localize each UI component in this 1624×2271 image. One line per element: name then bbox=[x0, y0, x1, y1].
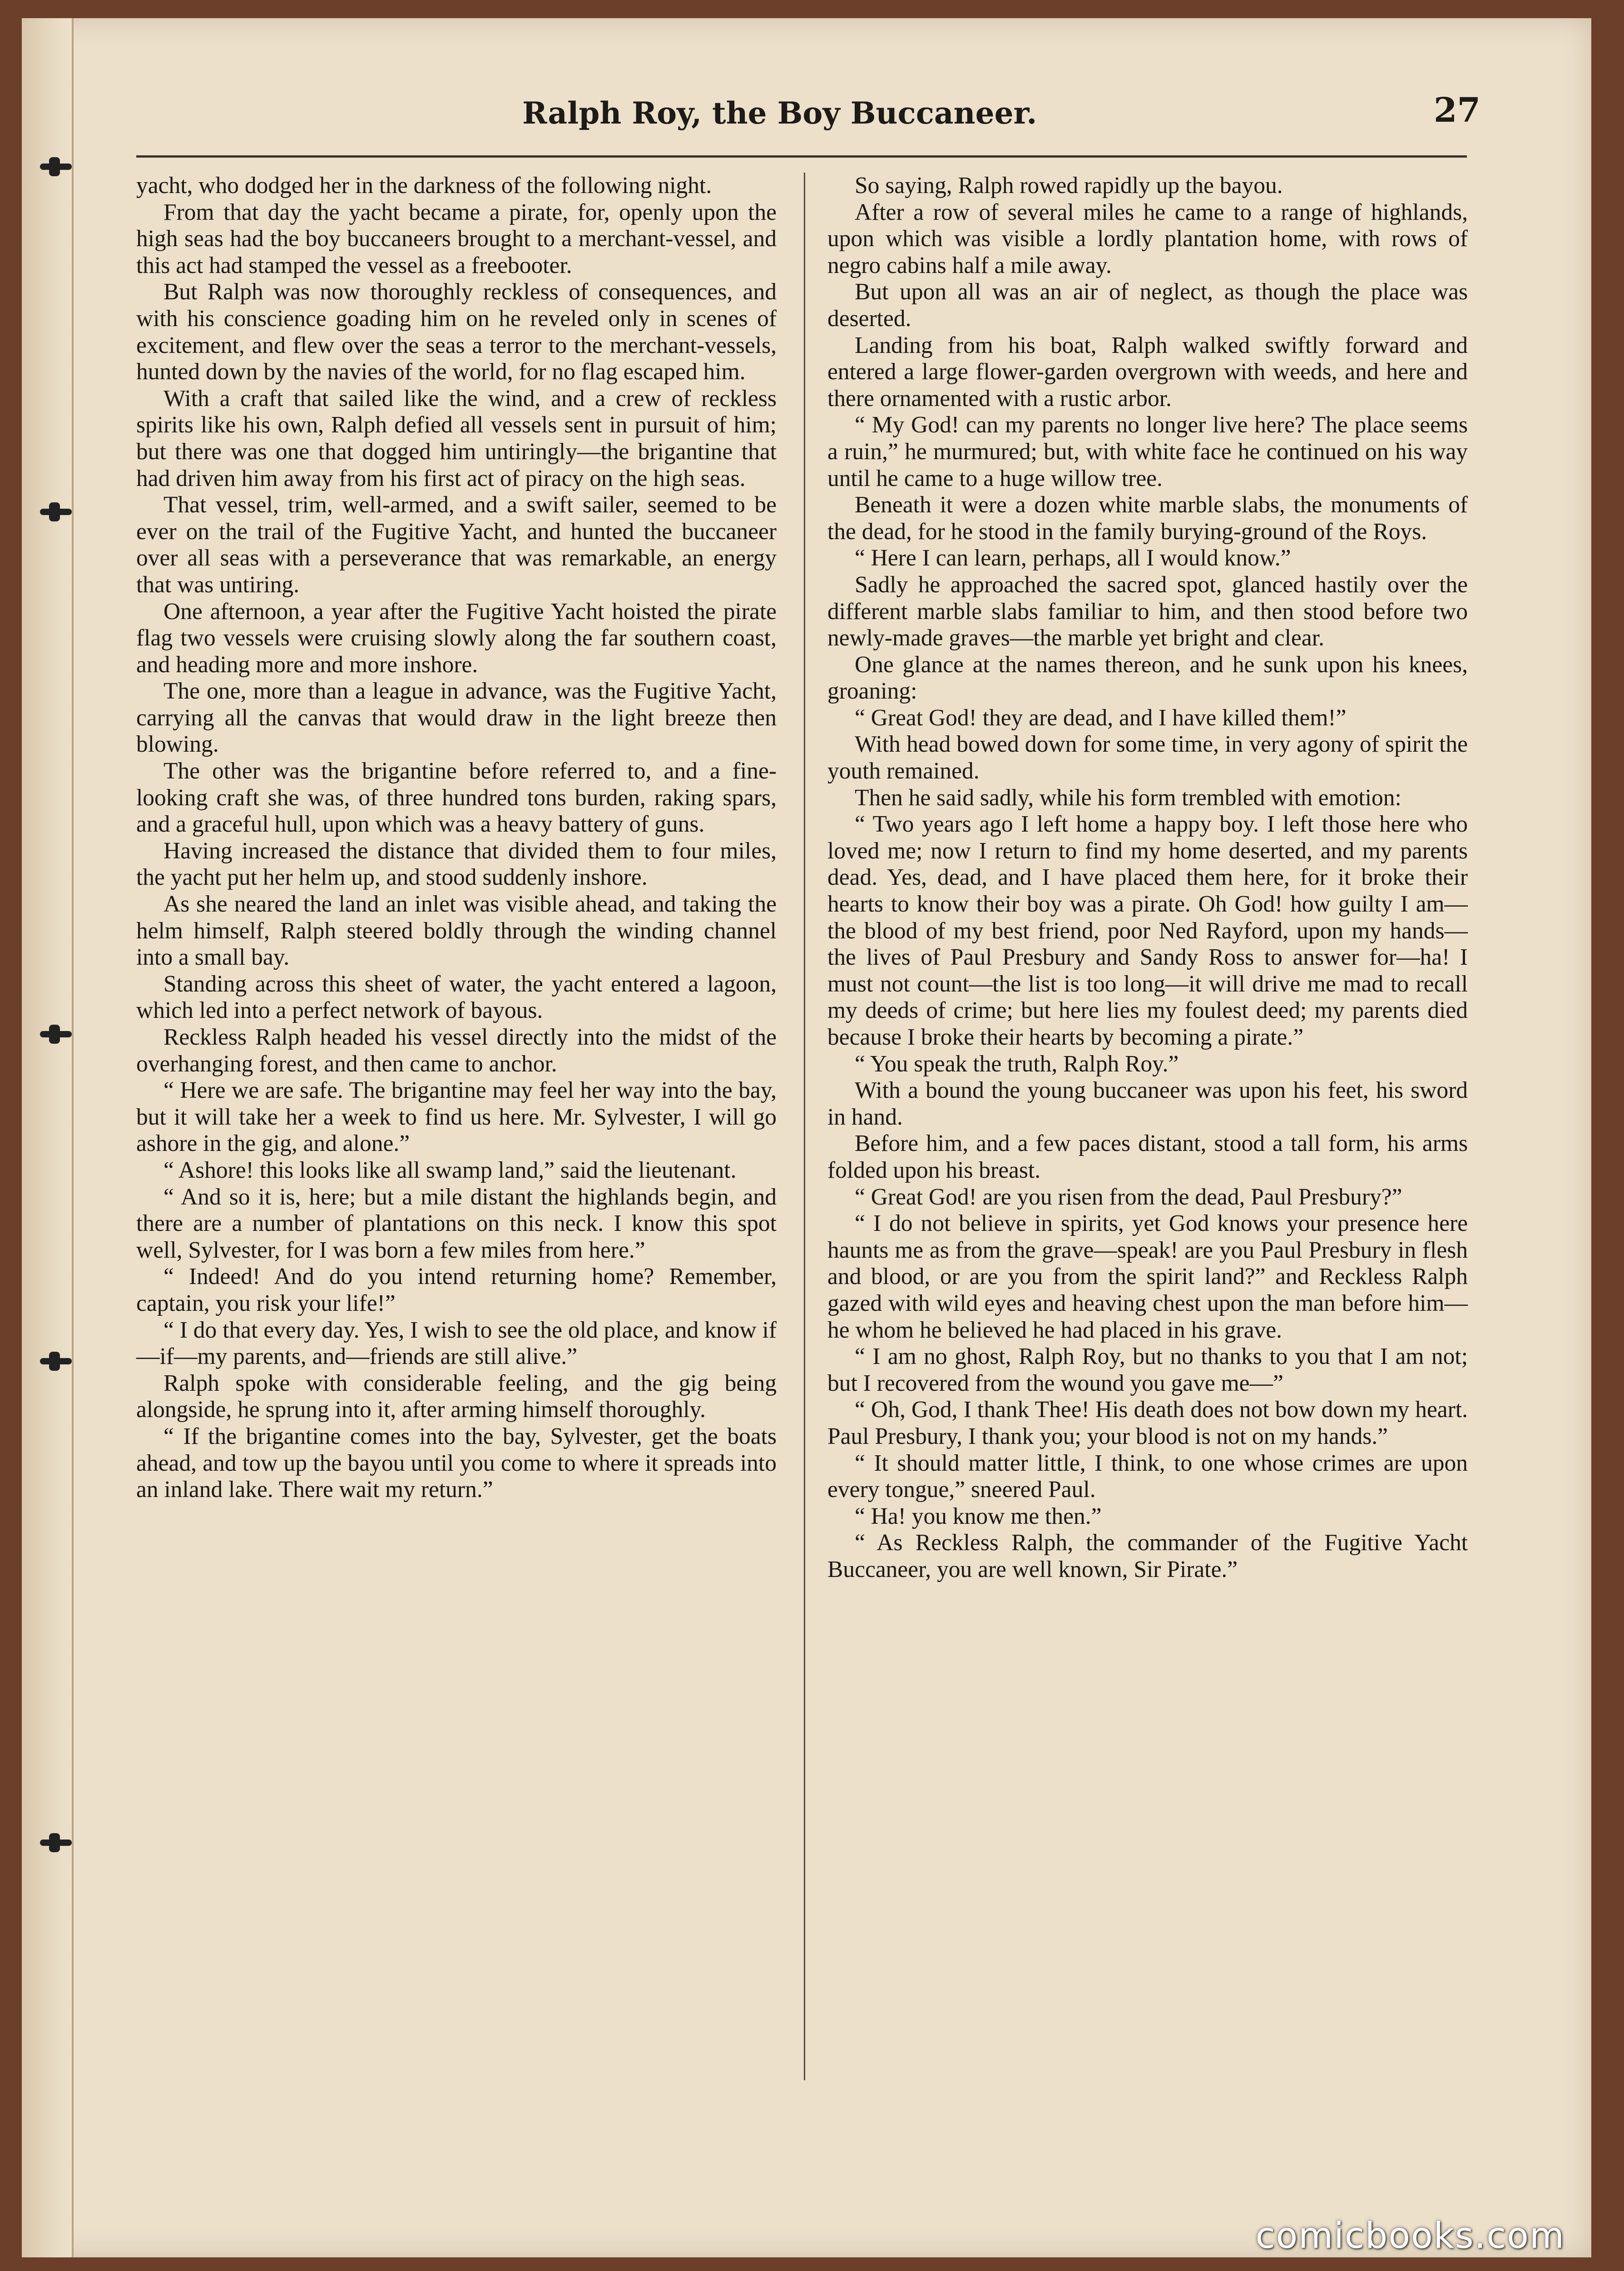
page-header bbox=[136, 91, 1480, 154]
running-title: Ralph Roy, the Boy Buccaneer. bbox=[522, 95, 1037, 131]
paragraph: “ Indeed! And do you intend returning home? Remember, captain, you risk your life!” bbox=[136, 1264, 777, 1316]
paragraph: One glance at the names thereon, and he sunk upon his knees, groaning: bbox=[827, 651, 1468, 704]
paragraph: Sadly he approached the sacred spot, glanced hastily over the different marble slabs familiar to him, and then stood before two newly-made graves—the marble yet bright and clear. bbox=[827, 571, 1468, 651]
paragraph: Standing across this sheet of water, the yacht entered a lagoon, which led into a perfect network of bayous. bbox=[136, 971, 777, 1024]
paragraph: “ Oh, God, I thank Thee! His death does not bow down my heart. Paul Presbury, I thank you; your blood is not on my hands.” bbox=[827, 1397, 1468, 1449]
paragraph: Landing from his boat, Ralph walked swiftly forward and entered a large flower-garden overgrown with weeds, and here and there ornamented with a rustic arbor. bbox=[827, 332, 1468, 412]
paragraph: “ My God! can my parents no longer live here? The place seems a ruin,” he murmured; but, with white face he continued on his way until he came to a huge willow tree. bbox=[827, 412, 1468, 491]
paragraph: “ Here we are safe. The brigantine may feel her way into the bay, but it will take her a week to find us here. Mr. Sylvester, I will go ashore in the gig, and alone.” bbox=[136, 1077, 777, 1157]
column-divider bbox=[804, 173, 805, 2080]
header-rule bbox=[136, 155, 1467, 158]
paragraph: “ And so it is, here; but a mile distant the highlands begin, and there are a number of plantations on this neck. I know this spot well, Sylvester, for I was born a few miles from here.” bbox=[136, 1184, 777, 1263]
paragraph: Then he said sadly, while his form trembled with emotion: bbox=[855, 784, 1401, 811]
right-text-column bbox=[827, 173, 1468, 1583]
paragraph: “ Ha! you know me then.” bbox=[855, 1503, 1102, 1529]
paragraph: Before him, and a few paces distant, stood a tall form, his arms folded upon his breast. bbox=[827, 1131, 1468, 1183]
paragraph: “ It should matter little, I think, to one whose crimes are upon every tongue,” sneered Paul. bbox=[827, 1450, 1468, 1503]
paragraph: Ralph spoke with considerable feeling, and the gig being alongside, he sprung into it, after arming himself thoroughly. bbox=[136, 1370, 777, 1423]
paragraph: “ You speak the truth, Ralph Roy.” bbox=[855, 1051, 1179, 1077]
paragraph: “ Great God! are you risen from the dead, Paul Presbury?” bbox=[855, 1184, 1402, 1210]
binding-stitch bbox=[40, 164, 72, 170]
binding-stitch bbox=[40, 509, 72, 515]
paragraph: With a bound the young buccaneer was upon his feet, his sword in hand. bbox=[827, 1077, 1468, 1130]
paragraph: “ Two years ago I left home a happy boy. I left those here who loved me; now I return to find my home deserted, and my parents dead. Yes, dead, and I have placed them here, for it broke their hearts to know their boy was a pirate. Oh God! how guilty I am—the blood of my best friend, poor Ned Rayford, upon my hands—the lives of Paul Presbury and Sandy Ross to answer for—ha! I must not count—the list is too long—it will drive me mad to recall my deeds of crime; but here lies my foulest deed; my parents died because I broke their hearts by becoming a pirate.” bbox=[827, 811, 1468, 1050]
paragraph: “ I am no ghost, Ralph Roy, but no thanks to you that I am not; but I recovered from the wound you gave me—” bbox=[827, 1344, 1468, 1396]
binding-stitch bbox=[40, 1358, 72, 1364]
paragraph: Having increased the distance that divided them to four miles, the yacht put her helm up, and stood suddenly inshore. bbox=[136, 838, 777, 891]
page-binding bbox=[22, 18, 74, 2257]
paragraph: So saying, Ralph rowed rapidly up the bayou. bbox=[855, 173, 1283, 198]
left-text-column bbox=[136, 173, 777, 1503]
paragraph: From that day the yacht became a pirate, for, openly upon the high seas had the boy buccaneers brought to a merchant-vessel, and this act had stamped the vessel as a freebooter. bbox=[136, 199, 777, 278]
watermark: comicbooks.com bbox=[1255, 2216, 1565, 2256]
paragraph: That vessel, trim, well-armed, and a swift sailer, seemed to be ever on the trail of the Fugitive Yacht, and hunted the buccaneer over all seas with a perseverance that was remarkable, an energy that was untiring. bbox=[136, 492, 777, 598]
paragraph: “ I do that every day. Yes, I wish to see the old place, and know if—if—my parents, and—friends are still alive.” bbox=[136, 1317, 777, 1370]
paragraph: “ Here I can learn, perhaps, all I would know.” bbox=[855, 545, 1291, 571]
paragraph: “ If the brigantine comes into the bay, Sylvester, get the boats ahead, and tow up the bayou until you come to where it spreads into an inland lake. There wait my return.” bbox=[136, 1423, 777, 1503]
paragraph: yacht, who dodged her in the darkness of the following night. bbox=[136, 173, 712, 198]
paragraph: But upon all was an air of neglect, as though the place was deserted. bbox=[827, 279, 1468, 332]
paragraph: “ I do not believe in spirits, yet God knows your presence here haunts me as from the grave—speak! are you Paul Presbury in flesh and blood, or are you from the spirit land?” and Reckless Ralph gazed with wild eyes and heaving chest upon the man before him—he whom he believed he had placed in his grave. bbox=[827, 1210, 1468, 1343]
paragraph: The one, more than a league in advance, was the Fugitive Yacht, carrying all the canvas that would draw in the light breeze then blowing. bbox=[136, 678, 777, 758]
paragraph: The other was the brigantine before referred to, and a fine-looking craft she was, of three hundred tons burden, raking spars, and a graceful hull, upon which was a heavy battery of guns. bbox=[136, 758, 777, 838]
paragraph: Reckless Ralph headed his vessel directly into the midst of the overhanging forest, and then came to anchor. bbox=[136, 1024, 777, 1077]
paragraph: With a craft that sailed like the wind, and a crew of reckless spirits like his own, Ralph defied all vessels sent in pursuit of him; but there was one that dogged him untiringly—the brigantine that had driven him away from his first act of piracy on the high seas. bbox=[136, 385, 777, 491]
binding-stitch bbox=[40, 1840, 72, 1846]
paragraph: “ As Reckless Ralph, the commander of the Fugitive Yacht Buccaneer, you are well known, Sir Pirate.” bbox=[827, 1530, 1468, 1582]
page-number: 27 bbox=[1434, 91, 1480, 130]
paragraph: “ Ashore! this looks like all swamp land,” said the lieutenant. bbox=[163, 1157, 737, 1183]
paragraph: “ Great God! they are dead, and I have killed them!” bbox=[855, 704, 1347, 731]
paragraph: One afternoon, a year after the Fugitive Yacht hoisted the pirate flag two vessels were cruising slowly along the far southern coast, and heading more and more inshore. bbox=[136, 598, 777, 678]
paragraph: With head bowed down for some time, in very agony of spirit the youth remained. bbox=[827, 731, 1468, 784]
paragraph: After a row of several miles he came to a range of highlands, upon which was visible a lordly plantation home, with rows of negro cabins half a mile away. bbox=[827, 199, 1468, 278]
paragraph: As she neared the land an inlet was visible ahead, and taking the helm himself, Ralph steered boldly through the winding channel into a small bay. bbox=[136, 891, 777, 971]
paragraph: But Ralph was now thoroughly reckless of consequences, and with his conscience goading him on he reveled only in scenes of excitement, and flew over the seas a terror to the merchant-vessels, hunted down by the navies of the world, for no flag escaped him. bbox=[136, 279, 777, 385]
paragraph: Beneath it were a dozen white marble slabs, the monuments of the dead, for he stood in the family burying-ground of the Roys. bbox=[827, 492, 1468, 545]
binding-stitch bbox=[40, 1031, 72, 1037]
